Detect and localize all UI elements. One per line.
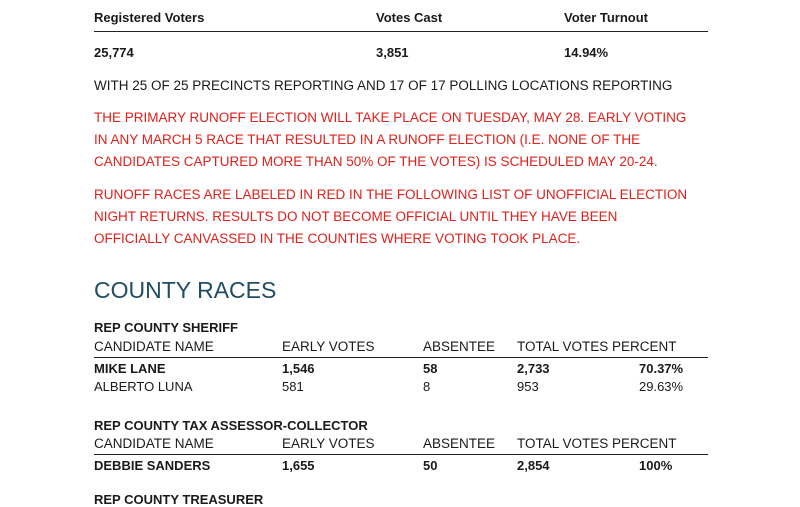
race-column-headers [94,339,708,357]
candidate-name: MIKE LANE [94,361,166,376]
race-title: REP COUNTY TREASURER [94,492,264,507]
voter-turnout-label: Voter Turnout [564,10,649,25]
early-votes: 1,655 [282,458,315,473]
registered-voters-label: Registered Voters [94,10,205,25]
table-row [94,458,708,476]
col-percent: PERCENT [612,339,677,354]
candidate-name: DEBBIE SANDERS [94,458,211,473]
table-row [94,379,708,397]
votes-cast-label: Votes Cast [376,10,443,25]
col-absentee: ABSENTEE [423,436,496,451]
total-votes: 953 [517,379,539,394]
early-votes: 581 [282,379,304,394]
race-divider [94,357,708,358]
vote-percent: 29.63% [639,379,684,394]
col-percent: PERCENT [612,436,677,451]
registered-voters-value: 25,774 [94,45,134,60]
vote-percent: 100% [639,458,673,473]
col-total-votes: TOTAL VOTES [517,436,609,451]
col-total-votes: TOTAL VOTES [517,339,609,354]
total-votes: 2,854 [517,458,550,473]
unofficial-results-notice [94,184,708,250]
col-candidate-name: CANDIDATE NAME [94,436,214,451]
col-candidate-name: CANDIDATE NAME [94,339,214,354]
col-early-votes: EARLY VOTES [282,436,375,451]
section-title: COUNTY RACES [94,277,277,303]
results-notice-line: NIGHT RETURNS. RESULTS DO NOT BECOME OFFICIAL UNTIL THEY HAVE BEEN [94,209,618,224]
results-notice-line: RUNOFF RACES ARE LABELED IN RED IN THE FOLLOWING LIST OF UNOFFICIAL ELECTION [94,187,688,202]
runoff-notice [94,107,708,173]
absentee-votes: 50 [423,458,438,473]
votes-cast-value: 3,851 [376,45,409,60]
runoff-notice-line: THE PRIMARY RUNOFF ELECTION WILL TAKE PLACE ON TUESDAY, MAY 28. EARLY VOTING [94,110,687,125]
race-title: REP COUNTY SHERIFF [94,320,238,335]
race-divider [94,454,708,455]
race-column-headers [94,436,708,454]
results-notice-line: OFFICIALLY CANVASSED IN THE COUNTIES WHERE VOTING TOOK PLACE. [94,231,581,246]
vote-percent: 70.37% [639,361,684,376]
reporting-status: WITH 25 OF 25 PRECINCTS REPORTING AND 17 OF 17 POLLING LOCATIONS REPORTING [94,78,673,93]
summary-header-row [94,10,708,28]
race-title: REP COUNTY TAX ASSESSOR-COLLECTOR [94,418,368,433]
total-votes: 2,733 [517,361,550,376]
absentee-votes: 58 [423,361,438,376]
runoff-notice-line: CANDIDATES CAPTURED MORE THAN 50% OF THE VOTES) IS SCHEDULED MAY 20-24. [94,154,658,169]
early-votes: 1,546 [282,361,315,376]
voter-turnout-value: 14.94% [564,45,609,60]
table-row [94,361,708,379]
candidate-name: ALBERTO LUNA [94,379,193,394]
runoff-notice-line: IN ANY MARCH 5 RACE THAT RESULTED IN A RUNOFF ELECTION (I.E. NONE OF THE [94,132,641,147]
absentee-votes: 8 [423,379,431,394]
summary-divider [94,31,708,32]
col-absentee: ABSENTEE [423,339,496,354]
col-early-votes: EARLY VOTES [282,339,375,354]
summary-values-row [94,45,708,63]
